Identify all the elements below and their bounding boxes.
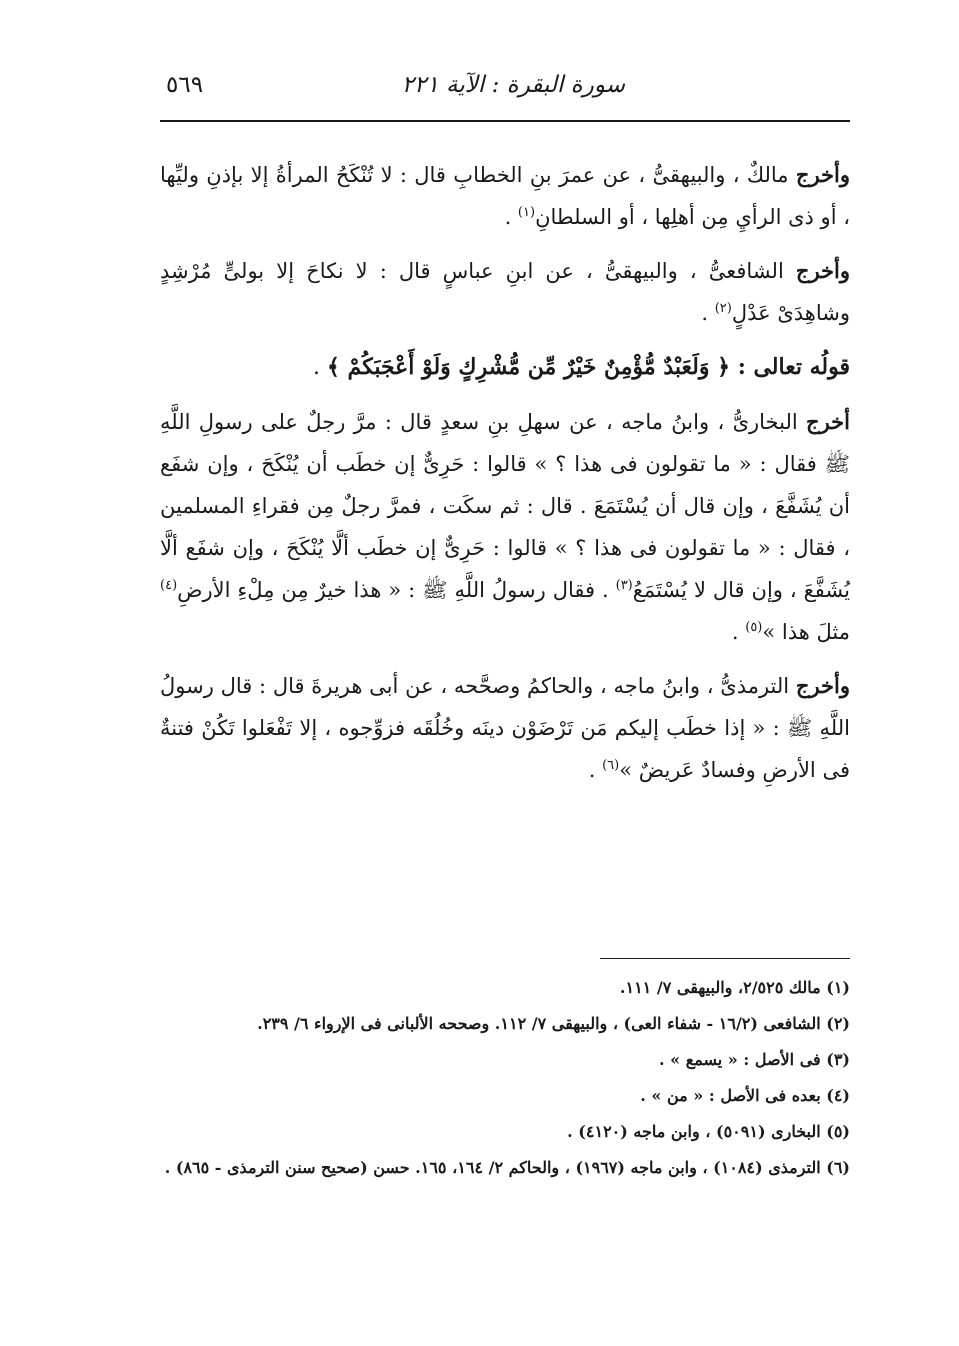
paragraph-lead: وأخرج: [795, 258, 850, 283]
book-page: [160, 66, 850, 1177]
footnote-rule: [600, 958, 850, 959]
paragraph-malik: [160, 154, 850, 238]
footnote-2: (٢) الشافعى (١٦/٢ - شفاء العى) ، والبيهقى ٧/ ١١٢. وصححه الألبانى فى الإرواء ٦/ ٢٣٩.: [257, 1014, 850, 1033]
verse-heading: [160, 346, 850, 389]
verse-lead: قولُه تعالى :: [737, 354, 850, 380]
paragraph-lead: أخرج: [806, 409, 850, 434]
footnote-4: (٤) بعده فى الأصل : « من » .: [640, 1086, 850, 1105]
header-rule: [160, 120, 850, 122]
paragraph-end: .: [701, 301, 715, 325]
footnote-5: (٥) البخارى (٥٠٩١) ، وابن ماجه (٤١٢٠) .: [567, 1122, 850, 1141]
paragraph-text: مالكٌ ، والبيهقىُّ ، عن عمرَ بنِ الخطابِ قال : لا تُنْكَحُ المرأةُ إلا بإذنِ وليِّها ، أو ذى الرأيِ مِن أهلِها ، أو السلطانِ: [160, 163, 850, 229]
verse-end: .: [313, 355, 327, 380]
paragraph-bukhari: [160, 401, 850, 653]
paragraph-text: الشافعىُّ ، والبيهقىُّ ، عن ابنِ عباسٍ قال : لا نكاحَ إلا بولىٍّ مُرْشِدٍ وشاهِدَىْ عَدْلٍ: [160, 259, 850, 325]
footnote-ref: (٥): [745, 620, 763, 635]
paragraph-end: .: [588, 758, 603, 782]
footnote-ref: (٦): [602, 758, 620, 773]
paragraph-shafii: [160, 250, 850, 334]
paragraph-text-2: . فقال رسولُ اللَّهِ ﷺ : « هذا خيرٌ مِن مِلْءِ الأرضِ: [177, 578, 616, 602]
header-title: سورة البقرة : الآية ٢٢١: [401, 72, 625, 98]
paragraph-text: الترمذىُّ ، وابنُ ماجه ، والحاكمُ وصحَّحه ، عن أبى هريرةَ قال : قال رسولُ اللَّهِ ﷺ : « إذا خطَب إليكم مَن تَرْضَوْن دينَه وخُلُقَه فزوِّجوه ، إلا تَفْعَلوا تَكُنْ فتنةٌ فى الأرضِ وفسادٌ عَريضٌ »: [160, 674, 850, 782]
footnote-3: (٣) فى الأصل : « يسمع » .: [659, 1050, 850, 1069]
footnote-1: (١) مالك ٢/٥٢٥، والبيهقى ٧/ ١١١.: [619, 978, 850, 997]
paragraph-lead: وأخرج: [795, 673, 850, 698]
footnote-ref: (٤): [160, 578, 178, 593]
paragraph-tirmidhi: [160, 665, 850, 791]
paragraph-lead: وأخرج: [795, 162, 850, 187]
footnote-6: (٦) الترمذى (١٠٨٤) ، وابن ماجه (١٩٦٧) ، والحاكم ٢/ ١٦٤، ١٦٥. حسن (صحيح سنن الترمذى - ٨٦٥) .: [164, 1158, 850, 1177]
main-text: [160, 154, 850, 803]
paragraph-text: البخارىُّ ، وابنُ ماجه ، عن سهلِ بنِ سعدٍ قال : مرَّ رجلٌ على رسولِ اللَّهِ ﷺ فقال : « ما تقولون فى هذا ؟ » قالوا : حَرِىٌّ إن خطَب أن يُنْكَحَ ، وإن شفَع أن يُشَفَّعَ ، وإن قال أن يُسْتَمَعَ . قال : ثم سكَت ، فمرَّ رجلٌ مِن فقراءِ المسلمين ، فقال : « ما تقولون فى هذا ؟ » قالوا : حَرِىٌّ إن خطَب ألَّا يُنْكَحَ ، وإن شفَع ألَّا يُشَفَّعَ ، وإن قال لا يُسْتَمَعُ: [160, 410, 850, 602]
paragraph-end: .: [504, 205, 518, 229]
running-header: [160, 66, 850, 110]
footnote-ref: (٣): [615, 578, 633, 593]
footnotes: [160, 970, 850, 1186]
paragraph-text-3: مثلَ هذا »: [762, 620, 850, 644]
footnote-ref: (١): [517, 205, 536, 220]
quran-verse: ﴿ وَلَعَبْدٌ مُّؤْمِنٌ خَيْرٌ مِّن مُّشْرِكٍ وَلَوْ أَعْجَبَكُمْ ﴾: [327, 354, 738, 380]
footnote-ref: (٢): [714, 301, 732, 316]
paragraph-end: .: [731, 620, 746, 644]
page-number: ٥٦٩: [166, 72, 204, 98]
